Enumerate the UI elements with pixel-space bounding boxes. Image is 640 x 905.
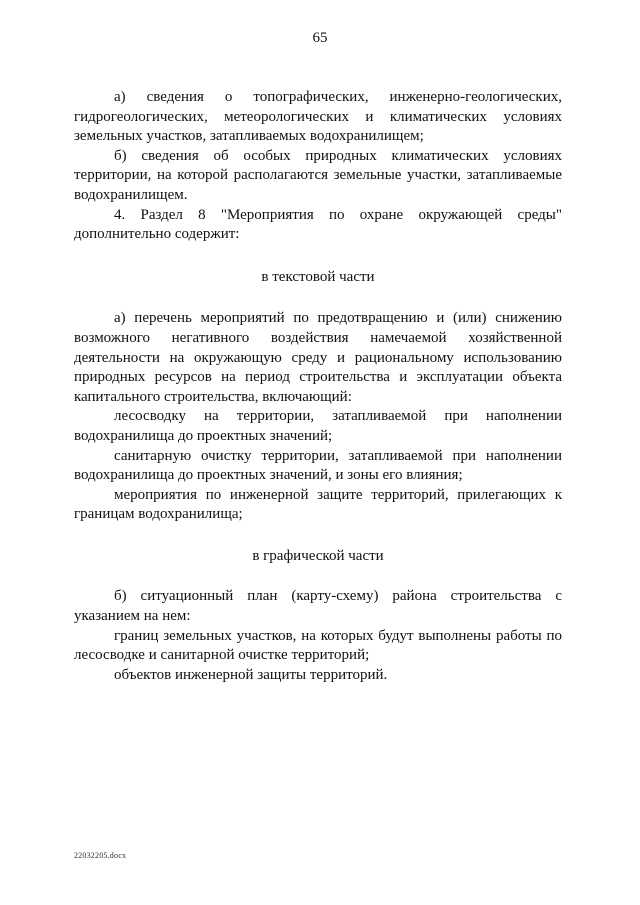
paragraph-protection-objects: объектов инженерной защиты территорий.	[114, 666, 388, 683]
paragraph-measures-list: а) перечень мероприятий по предотвращению и (или) снижению возможного негативного воздействия намечаемой хозяйственной деятельности на окружающую среду и рациональному использованию природных ресурсов на период строительства и эксплуатации объекта капитального строительства, включающий:	[74, 310, 562, 405]
paragraph-situational-plan: б) ситуационный план (карту-схему) района строительства с указанием на нем:	[74, 588, 562, 625]
paragraph-forest-clearing: лесосводку на территории, затапливаемой при наполнении водохранилища до проектных значений;	[74, 408, 562, 444]
heading-text-part: в текстовой части	[261, 268, 375, 285]
paragraph-engineering-protection: мероприятия по инженерной защите территорий, прилегающих к границам водохранилища;	[74, 486, 562, 523]
paragraph-section-8: 4. Раздел 8 "Мероприятия по охране окружающей среды" дополнительно содержит:	[74, 206, 562, 243]
paragraph-climatic-conditions: б) сведения об особых природных климатических условиях территории, на которой располагаются земельные участки, затапливаемые водохранилищем.	[74, 147, 562, 203]
document-body	[74, 88, 562, 685]
footer-file-code: 22032205.docx	[74, 851, 127, 860]
paragraph-sanitary-cleaning: санитарную очистку территории, затапливаемой при наполнении водохранилища до проектных значений, и зоны его влияния;	[74, 447, 562, 484]
paragraph-topographic-info: а) сведения о топографических, инженерно-геологических, гидрогеологических, метеорологических и климатических условиях земельных участков, затапливаемых водохранилищем;	[74, 89, 562, 145]
heading-graphic-part: в графической части	[252, 547, 384, 564]
paragraph-land-boundaries: границ земельных участков, на которых будут выполнены работы по лесосводке и санитарной очистке территорий;	[74, 627, 562, 664]
page-number: 65	[312, 30, 328, 46]
